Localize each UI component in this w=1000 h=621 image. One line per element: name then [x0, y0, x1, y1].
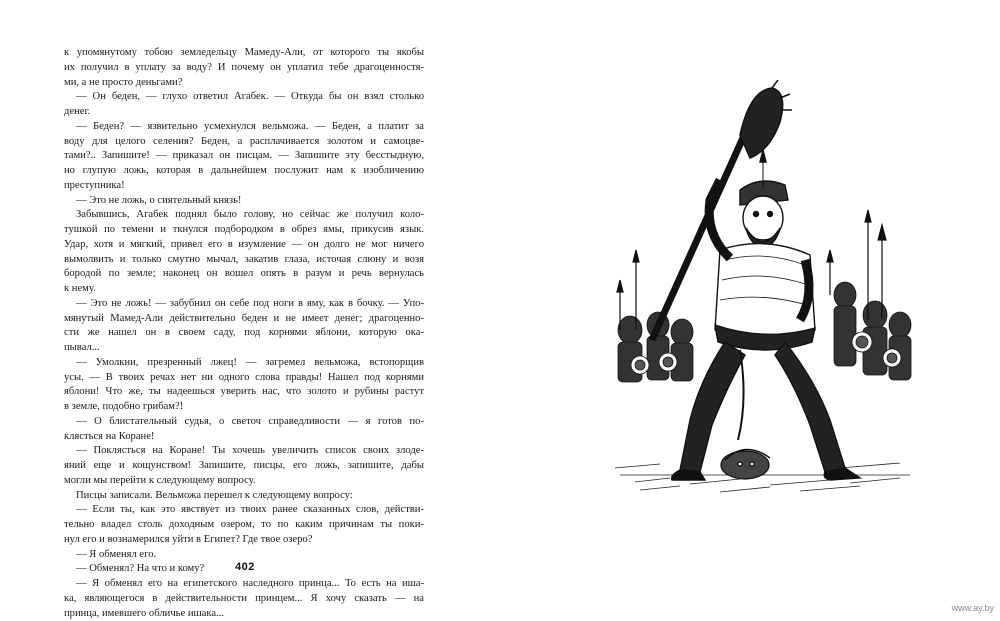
text-line: яний еще и кощунством! Запишите, писцы, его ложь, запишите, дабы	[64, 459, 424, 474]
text-line: нул его и вознамерился уйти в Египет? Где твое озеро?	[64, 533, 424, 548]
text-line: — Обменял? На что и кому?	[64, 562, 424, 577]
text-line: могли мы перейти к следующему вопросу.	[64, 474, 424, 489]
text-line: в земле, подобно грибам?!	[64, 400, 424, 415]
text-line: тушкой по темени и ткнулся подбородком в обрез ямы, прикусив язык.	[64, 223, 424, 238]
text-line: ка, являющегося в действительности принцем... Я хочу сказать — на	[64, 592, 424, 607]
text-line: ми, а не просто деньгами?	[64, 76, 424, 91]
warrior	[672, 150, 860, 480]
text-line: — Если ты, как это явствует из твоих ранее сказанных слов, действи-	[64, 503, 424, 518]
illustration-warrior-with-club	[600, 80, 930, 500]
text-line: денег.	[64, 105, 424, 120]
text-line: — Я обменял его.	[64, 548, 424, 563]
watermark: www.ay.by	[938, 603, 994, 613]
crowd-right	[834, 282, 911, 380]
text-line: яблони! Что же, ты надеешься уверить нас, что золото и рубины растут	[64, 385, 424, 400]
text-line: клясться на Коране!	[64, 430, 424, 445]
text-line: Писцы записали. Вельможа перешел к следующему вопросу:	[64, 489, 424, 504]
text-line: тельно владел столь доходным озером, то по каким причинам ты поки-	[64, 518, 424, 533]
text-line: тами?.. Запишите! — приказал он писцам. — Запишите эту бесстыдную,	[64, 149, 424, 164]
page-number: 402	[225, 561, 265, 573]
text-line: вымолвить и только смутно мычал, закатив глаза, источая слюну и возя	[64, 253, 424, 268]
text-line: — О блистательный судья, о светоч справедливости — я готов по-	[64, 415, 424, 430]
text-line: но глупую ложь, которая в дальнейшем послужит нам к изобличению	[64, 164, 424, 179]
text-line: пывал...	[64, 341, 424, 356]
text-line: преступника!	[64, 179, 424, 194]
fallen-head	[721, 449, 770, 479]
text-line: принца, имевшего обличье ишака...	[64, 607, 424, 621]
text-line: Забывшись, Агабек поднял было голову, но сейчас же получил коло-	[64, 208, 424, 223]
crowd-left	[618, 312, 693, 382]
text-line: мянутый Мамед-Али действительно беден и не имеет денег; драгоценно-	[64, 312, 424, 327]
text-line: воду для целого селения? Беден, а расплачивается золотом и самоцве-	[64, 135, 424, 150]
text-line: — Он беден, — глухо ответил Агабек. — Откуда бы он взял столько	[64, 90, 424, 105]
text-line: к нему.	[64, 282, 424, 297]
text-line: — Беден? — язвительно усмехнулся вельможа. — Беден, а платит за	[64, 120, 424, 135]
text-line: к упомянутому тобою земледельцу Мамеду-Али, от которого ты якобы	[64, 46, 424, 61]
text-line: их получил в уплату за воду? И почему он уплатил тебе драгоценностя-	[64, 61, 424, 76]
text-line: — Умолкни, презренный лжец! — загремел вельможа, встопорщив	[64, 356, 424, 371]
text-line: усы. — В твоих речах нет ни одного слова правды! Нашел под корнями	[64, 371, 424, 386]
text-line: сти же нашел он в своем саду, под корнями яблони, которую ока-	[64, 326, 424, 341]
text-line: бородой по земле; наконец он вошел опять в разум и речь вернулась	[64, 267, 424, 282]
text-line: — Это не ложь, о сиятельный князь!	[64, 194, 424, 209]
left-page-text	[64, 46, 424, 621]
text-line: — Я обменял его на египетского наследного принца... То есть на иша-	[64, 577, 424, 592]
text-line: Удар, хотя и мягкий, привел его в изумление — он долго не мог ничего	[64, 238, 424, 253]
text-line: — Это не ложь! — забубнил он себе под ноги в яму, как в бочку. — Упо-	[64, 297, 424, 312]
text-line: — Поклясться на Коране! Ты хочешь увеличить список своих злоде-	[64, 444, 424, 459]
